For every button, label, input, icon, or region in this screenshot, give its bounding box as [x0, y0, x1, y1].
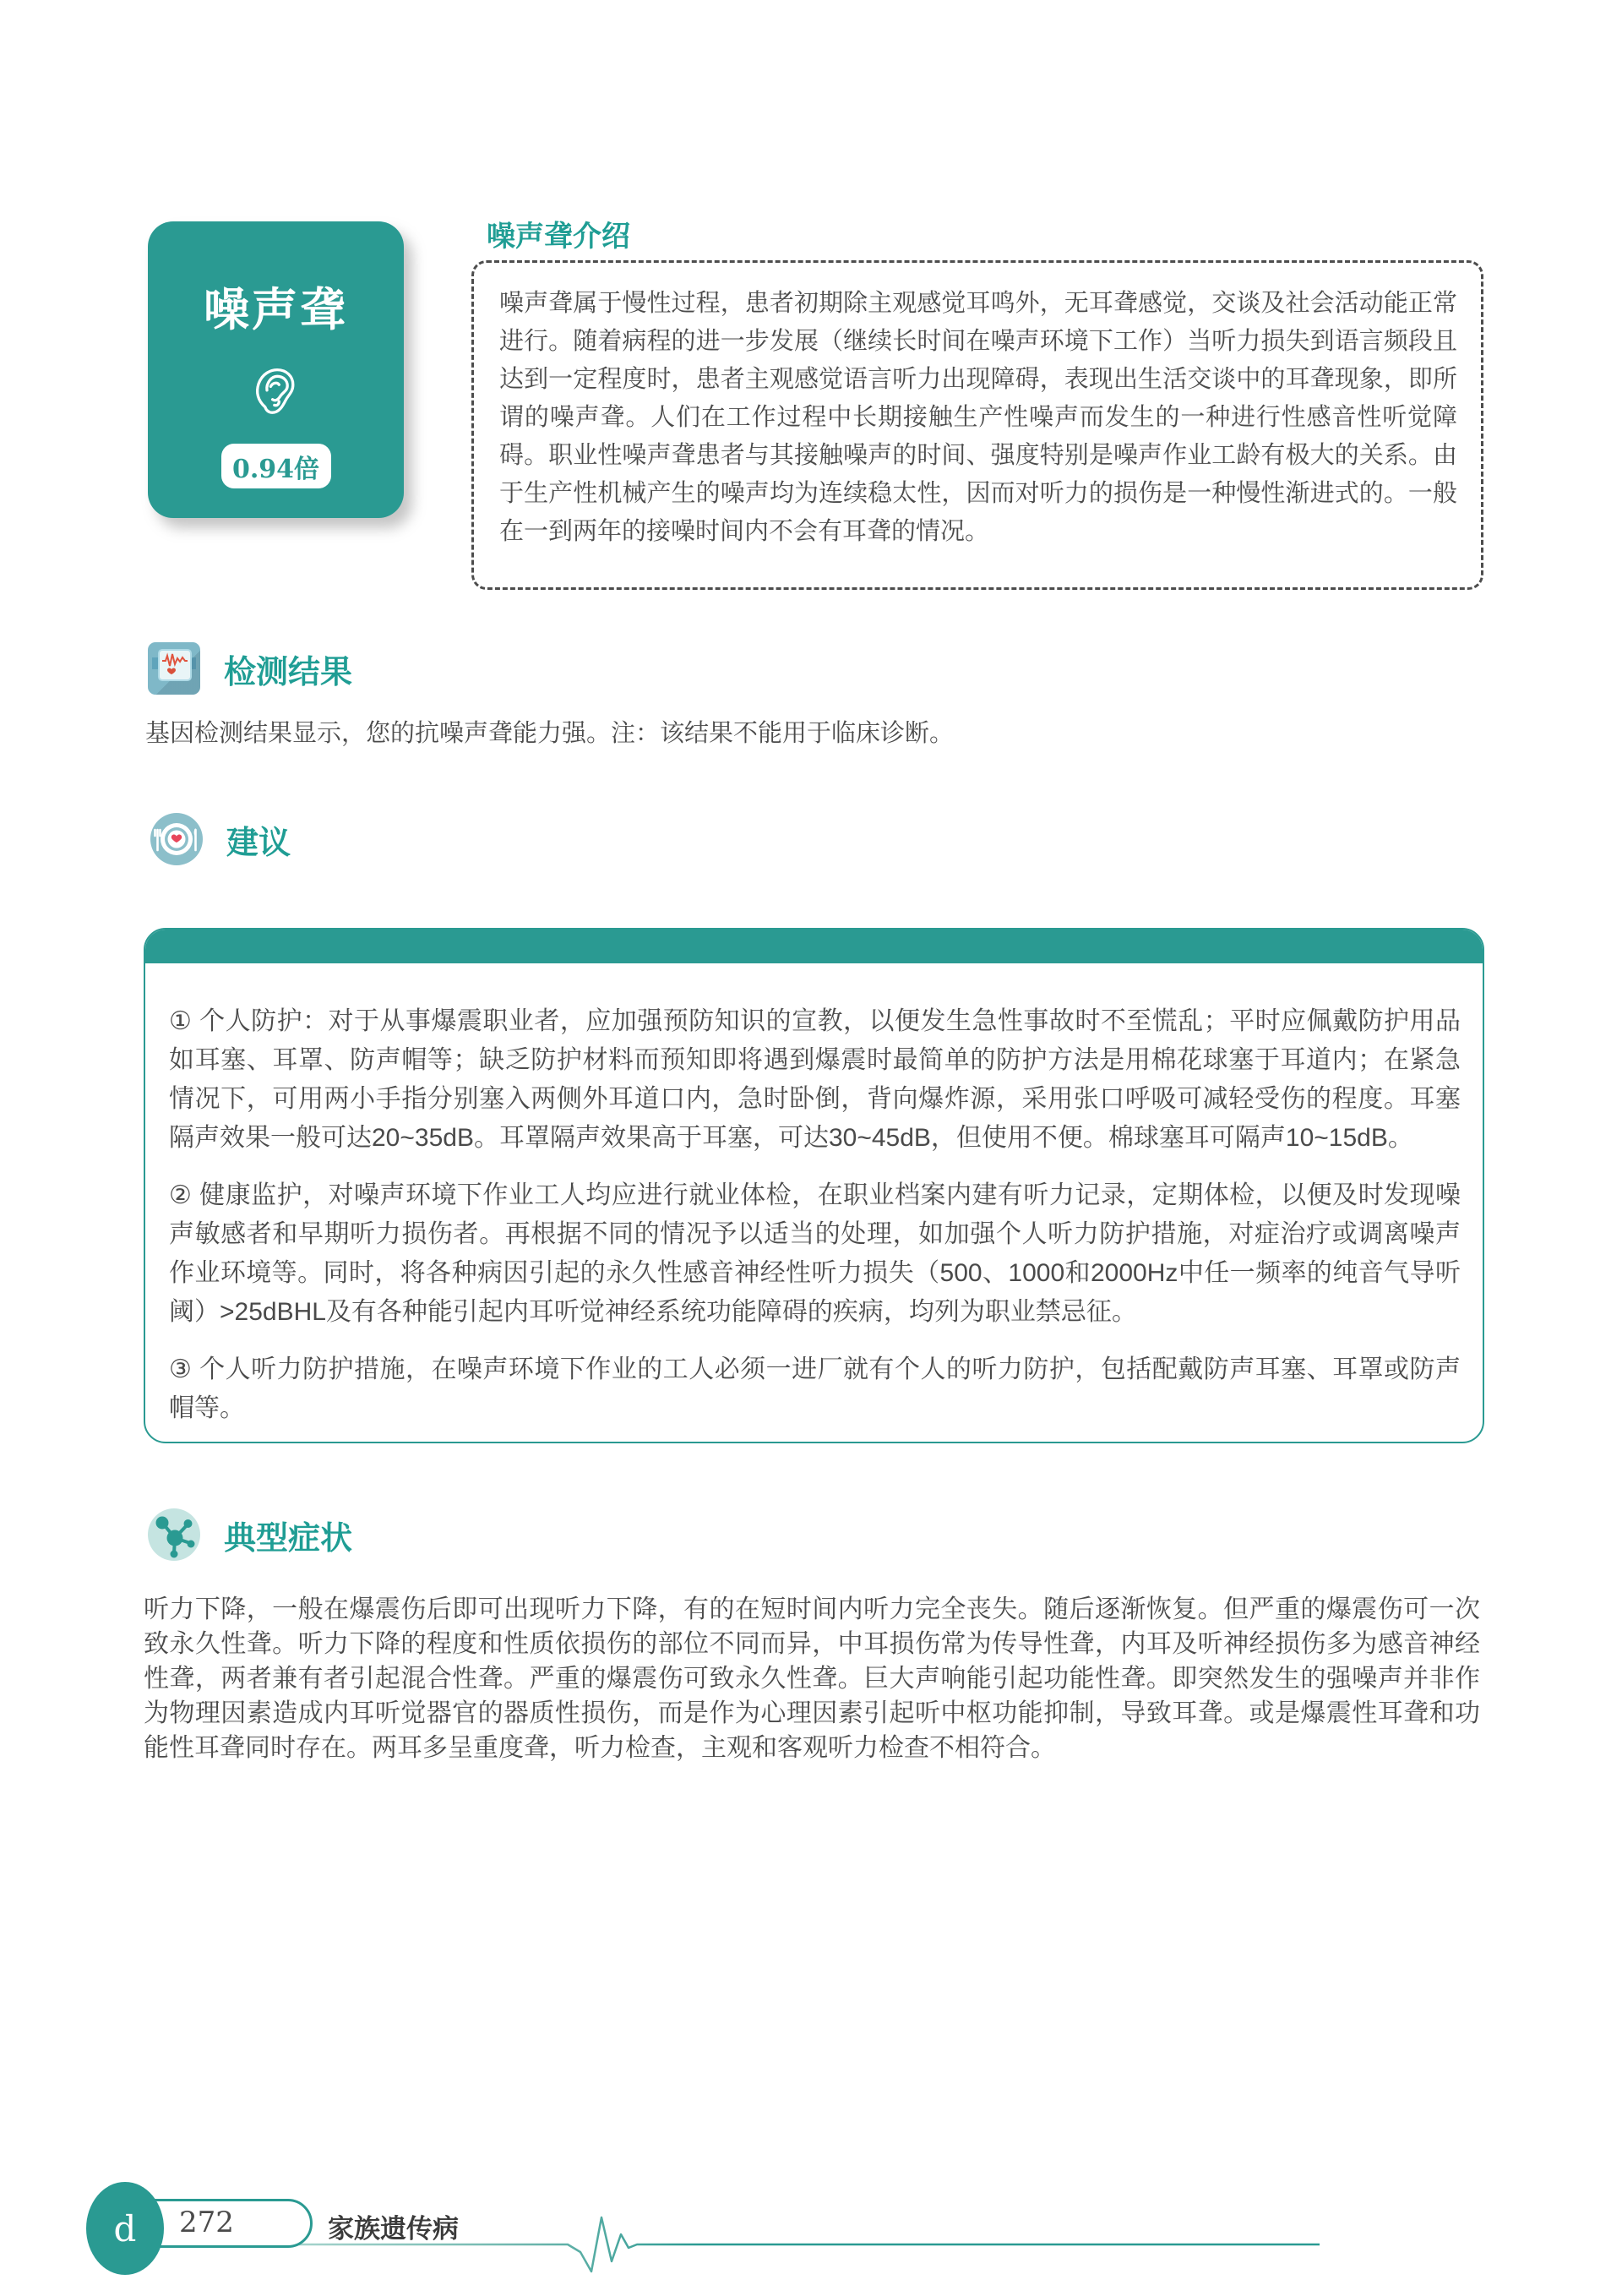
suggestion-box-band — [145, 930, 1483, 963]
ekg-monitor-icon — [148, 642, 200, 695]
risk-ratio-badge: 0.94倍 — [221, 444, 331, 488]
detection-heading: 检测结果 — [224, 654, 353, 690]
section-detection-header — [148, 642, 352, 695]
intro-heading: 噪声聋介绍 — [487, 221, 630, 253]
symptoms-text: 听力下降，一般在爆震伤后即可出现听力下降，有的在短时间内听力完全丧失。随后逐渐恢复。但严重的爆震伤可一次致永久性聋。听力下降的程度和性质依损伤的部位不同而异，中耳损伤常为传导性聋，内耳及听神经损伤多为感音神经性聋，两者兼有者引起混合性聋。严重的爆震伤可致永久性聋。巨大声响能引起功能性聋。即突然发生的强噪声并非作为物理因素造成内耳听觉器官的器质性损伤，而是作为心理因素引起听中枢功能抑制，导致耳聋。或是爆震性耳聋和功能性耳聋同时存在。两耳多呈重度聋，听力检查，主观和客观听力检查不相符合。 — [144, 1595, 1480, 1762]
intro-box — [471, 260, 1483, 590]
ear-icon — [248, 364, 304, 420]
intro-text: 噪声聋属于慢性过程，患者初期除主观感觉耳鸣外，无耳聋感觉，交谈及社会活动能正常进行。随着病程的进一步发展（继续长时间在噪声环境下工作）当听力损失到语言频段且达到一定程度时，患者主观感觉语言听力出现障碍，表现出生活交谈中的耳聋现象，即所谓的噪声聋。人们在工作过程中长期接触生产性噪声而发生的一种进行性感音性听觉障碍。职业性噪声聋患者与其接触噪声的时间、强度特别是噪声作业工龄有极大的关系。由于生产性机械产生的噪声均为连续稳太性，因而对听力的损伤是一种慢性渐进式的。一般在一到两年的接噪时间内不会有耳聋的情况。 — [499, 290, 1457, 545]
page-number: 272 — [179, 2206, 234, 2239]
suggestion-box — [144, 928, 1484, 1443]
disease-title: 噪声聋 — [204, 285, 348, 335]
suggestion-item: ① 个人防护：对于从事爆震职业者，应加强预防知识的宣教，以便发生急性事故时不至慌乱；平时应佩戴防护用品如耳塞、耳罩、防声帽等；缺乏防护材料而预知即将遇到爆震时最简单的防护方法是用棉花球塞于耳道内；在紧急情况下，可用两小手指分别塞入两侧外耳道口内，急时卧倒，背向爆炸源，采用张口呼吸可减轻受伤的程度。耳塞隔声效果一般可达20~35dB。耳罩隔声效果高于耳塞，可达30~45dB，但使用不便。棉球塞耳可隔声10~15dB。 — [169, 1007, 1461, 1152]
suggestion-heading: 建议 — [226, 825, 291, 861]
disease-card — [148, 221, 404, 518]
section-suggestion-header — [150, 813, 291, 865]
section-letter-badge: d — [86, 2182, 164, 2275]
detection-result-text: 基因检测结果显示，您的抗噪声聋能力强。注：该结果不能用于临床诊断。 — [145, 720, 955, 747]
suggestion-item: ② 健康监护，对噪声环境下作业工人均应进行就业体检，在职业档案内建有听力记录，定期体检，以便及时发现噪声敏感者和早期听力损伤者。再根据不同的情况予以适当的处理，如加强个人听力防护措施，对症治疗或调离噪声作业环境等。同时，将各种病因引起的永久性感音神经性听力损失（500、1000和2000Hz中任一频率的纯音气导听阈）>25dBHL及有各种能引起内耳听觉神经系统功能障碍的疾病，均列为职业禁忌征。 — [169, 1181, 1461, 1326]
suggestion-item: ③ 个人听力防护措施，在噪声环境下作业的工人必须一进厂就有个人的听力防护，包括配戴防声耳塞、耳罩或防声帽等。 — [169, 1355, 1461, 1422]
section-symptoms-header — [148, 1508, 352, 1561]
molecule-icon — [148, 1508, 200, 1561]
footer-label: 家族遗传病 — [328, 2214, 459, 2244]
symptoms-heading: 典型症状 — [224, 1520, 353, 1557]
diet-plate-icon — [150, 813, 203, 865]
suggestion-box-content — [145, 963, 1483, 1428]
